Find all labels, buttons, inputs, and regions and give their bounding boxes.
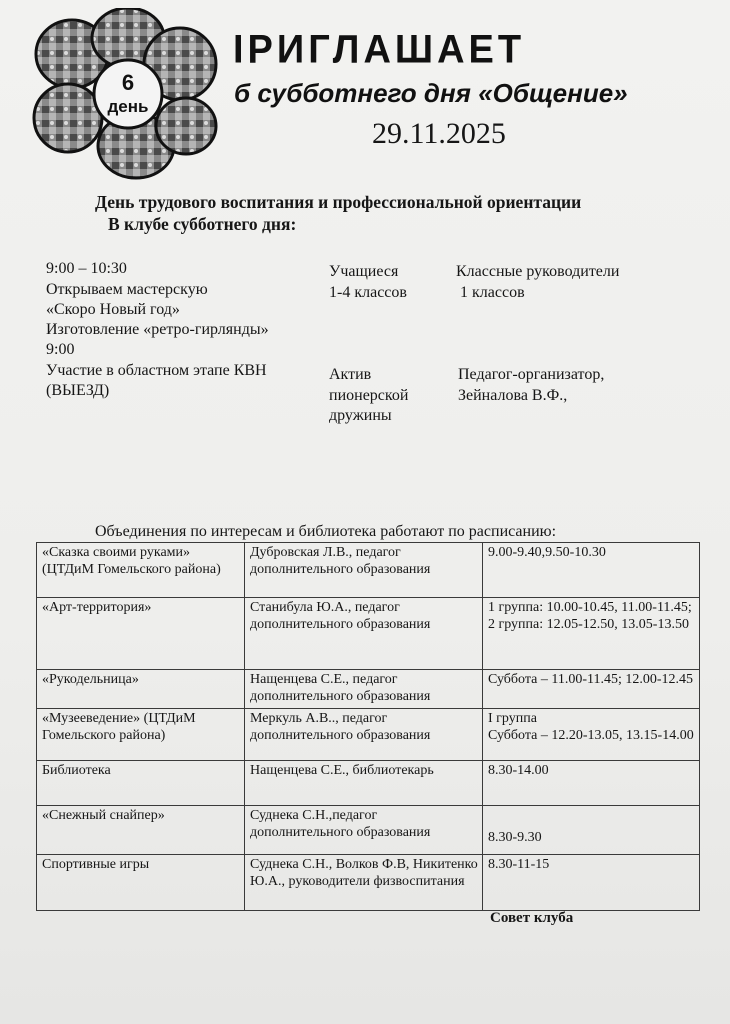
event-2-time: 9:00 [46, 341, 75, 358]
club-name: б субботнего дня «Общение» [234, 78, 628, 108]
table-row [37, 598, 700, 670]
activity-time: Суббота – 11.00-11.45; 12.00-12.45 [483, 670, 700, 709]
schedule-caption: Объединения по интересам и библиотека работают по расписанию: [95, 523, 557, 540]
activity-name: «Сказка своими руками» (ЦТДиМ Гомельского района) [37, 543, 245, 598]
club-heading: В клубе субботнего дня: [108, 214, 297, 234]
event-2-line-3: (ВЫЕЗД) [46, 382, 110, 399]
activity-leader: Дубровская Л.В., педагог дополнительного образования [245, 543, 483, 598]
activity-name: Спортивные игры [37, 855, 245, 911]
table-row [37, 709, 700, 761]
event-1-line-2: Открываем мастерскую [46, 281, 208, 298]
activity-name: «Арт-территория» [37, 598, 245, 670]
invitation-title: ІРИГЛАШАЕТ [233, 28, 526, 73]
table-row [37, 670, 700, 709]
event-2-participants-1: Актив [329, 366, 372, 383]
event-1-line-4: Изготовление «ретро-гирлянды» [46, 321, 269, 338]
event-1-time: 9:00 – 10:30 [46, 260, 127, 277]
activity-leader: Суднека С.Н.,педагог дополнительного образования [245, 806, 483, 855]
logo-badge-word: день [107, 97, 149, 116]
activity-leader: Меркуль А.В.., педагог дополнительного образования [245, 709, 483, 761]
event-1-participants-2: 1-4 классов [329, 284, 407, 301]
activity-time: 9.00-9.40,9.50-10.30 [483, 543, 700, 598]
schedule-table [36, 542, 700, 911]
table-row [37, 543, 700, 598]
activity-time: 1 группа: 10.00-10.45, 11.00-11.45; 2 группа: 12.05-12.50, 13.05-13.50 [483, 598, 700, 670]
event-1-line-3: «Скоро Новый год» [46, 301, 180, 318]
logo-badge-number: 6 [121, 70, 135, 95]
activity-leader: Суднека С.Н., Волков Ф.В, Никитенко Ю.А., руководители физвоспитания [245, 855, 483, 911]
activity-time: 8.30-11-15 [483, 855, 700, 911]
table-row [37, 761, 700, 806]
event-1-participants-1: Учащиеся [329, 263, 399, 280]
signature: Совет клуба [490, 910, 574, 926]
event-2-responsible-1: Педагог-организатор, [458, 366, 605, 383]
event-2-participants-2: пионерской [329, 387, 409, 404]
event-2-responsible-2: Зейналова В.Ф., [458, 387, 568, 404]
activity-name: «Снежный снайпер» [37, 806, 245, 855]
event-1-responsible-1: Классные руководители [456, 263, 620, 280]
event-2-line-2: Участие в областном этапе КВН [46, 362, 267, 379]
club-flower-logo [28, 8, 228, 180]
activity-name: «Рукодельница» [37, 670, 245, 709]
activity-leader: Нащенцева С.Е., педагог дополнительного образования [245, 670, 483, 709]
event-1-responsible-2: 1 классов [460, 284, 525, 301]
activity-time: 8.30-14.00 [483, 761, 700, 806]
table-row [37, 806, 700, 855]
event-2-participants-3: дружины [329, 407, 392, 424]
activity-time: I группа Суббота – 12.20-13.05, 13.15-14.00 [483, 709, 700, 761]
event-date: 29.11.2025 [372, 117, 506, 150]
activity-name: «Музееведение» (ЦТДиМ Гомельского района) [37, 709, 245, 761]
activity-name: Библиотека [37, 761, 245, 806]
day-theme: День трудового воспитания и профессиональной ориентации [95, 192, 582, 212]
activity-leader: Нащенцева С.Е., библиотекарь [245, 761, 483, 806]
activity-leader: Станибула Ю.А., педагог дополнительного образования [245, 598, 483, 670]
activity-time: 8.30-9.30 [483, 806, 700, 855]
table-row [37, 855, 700, 911]
